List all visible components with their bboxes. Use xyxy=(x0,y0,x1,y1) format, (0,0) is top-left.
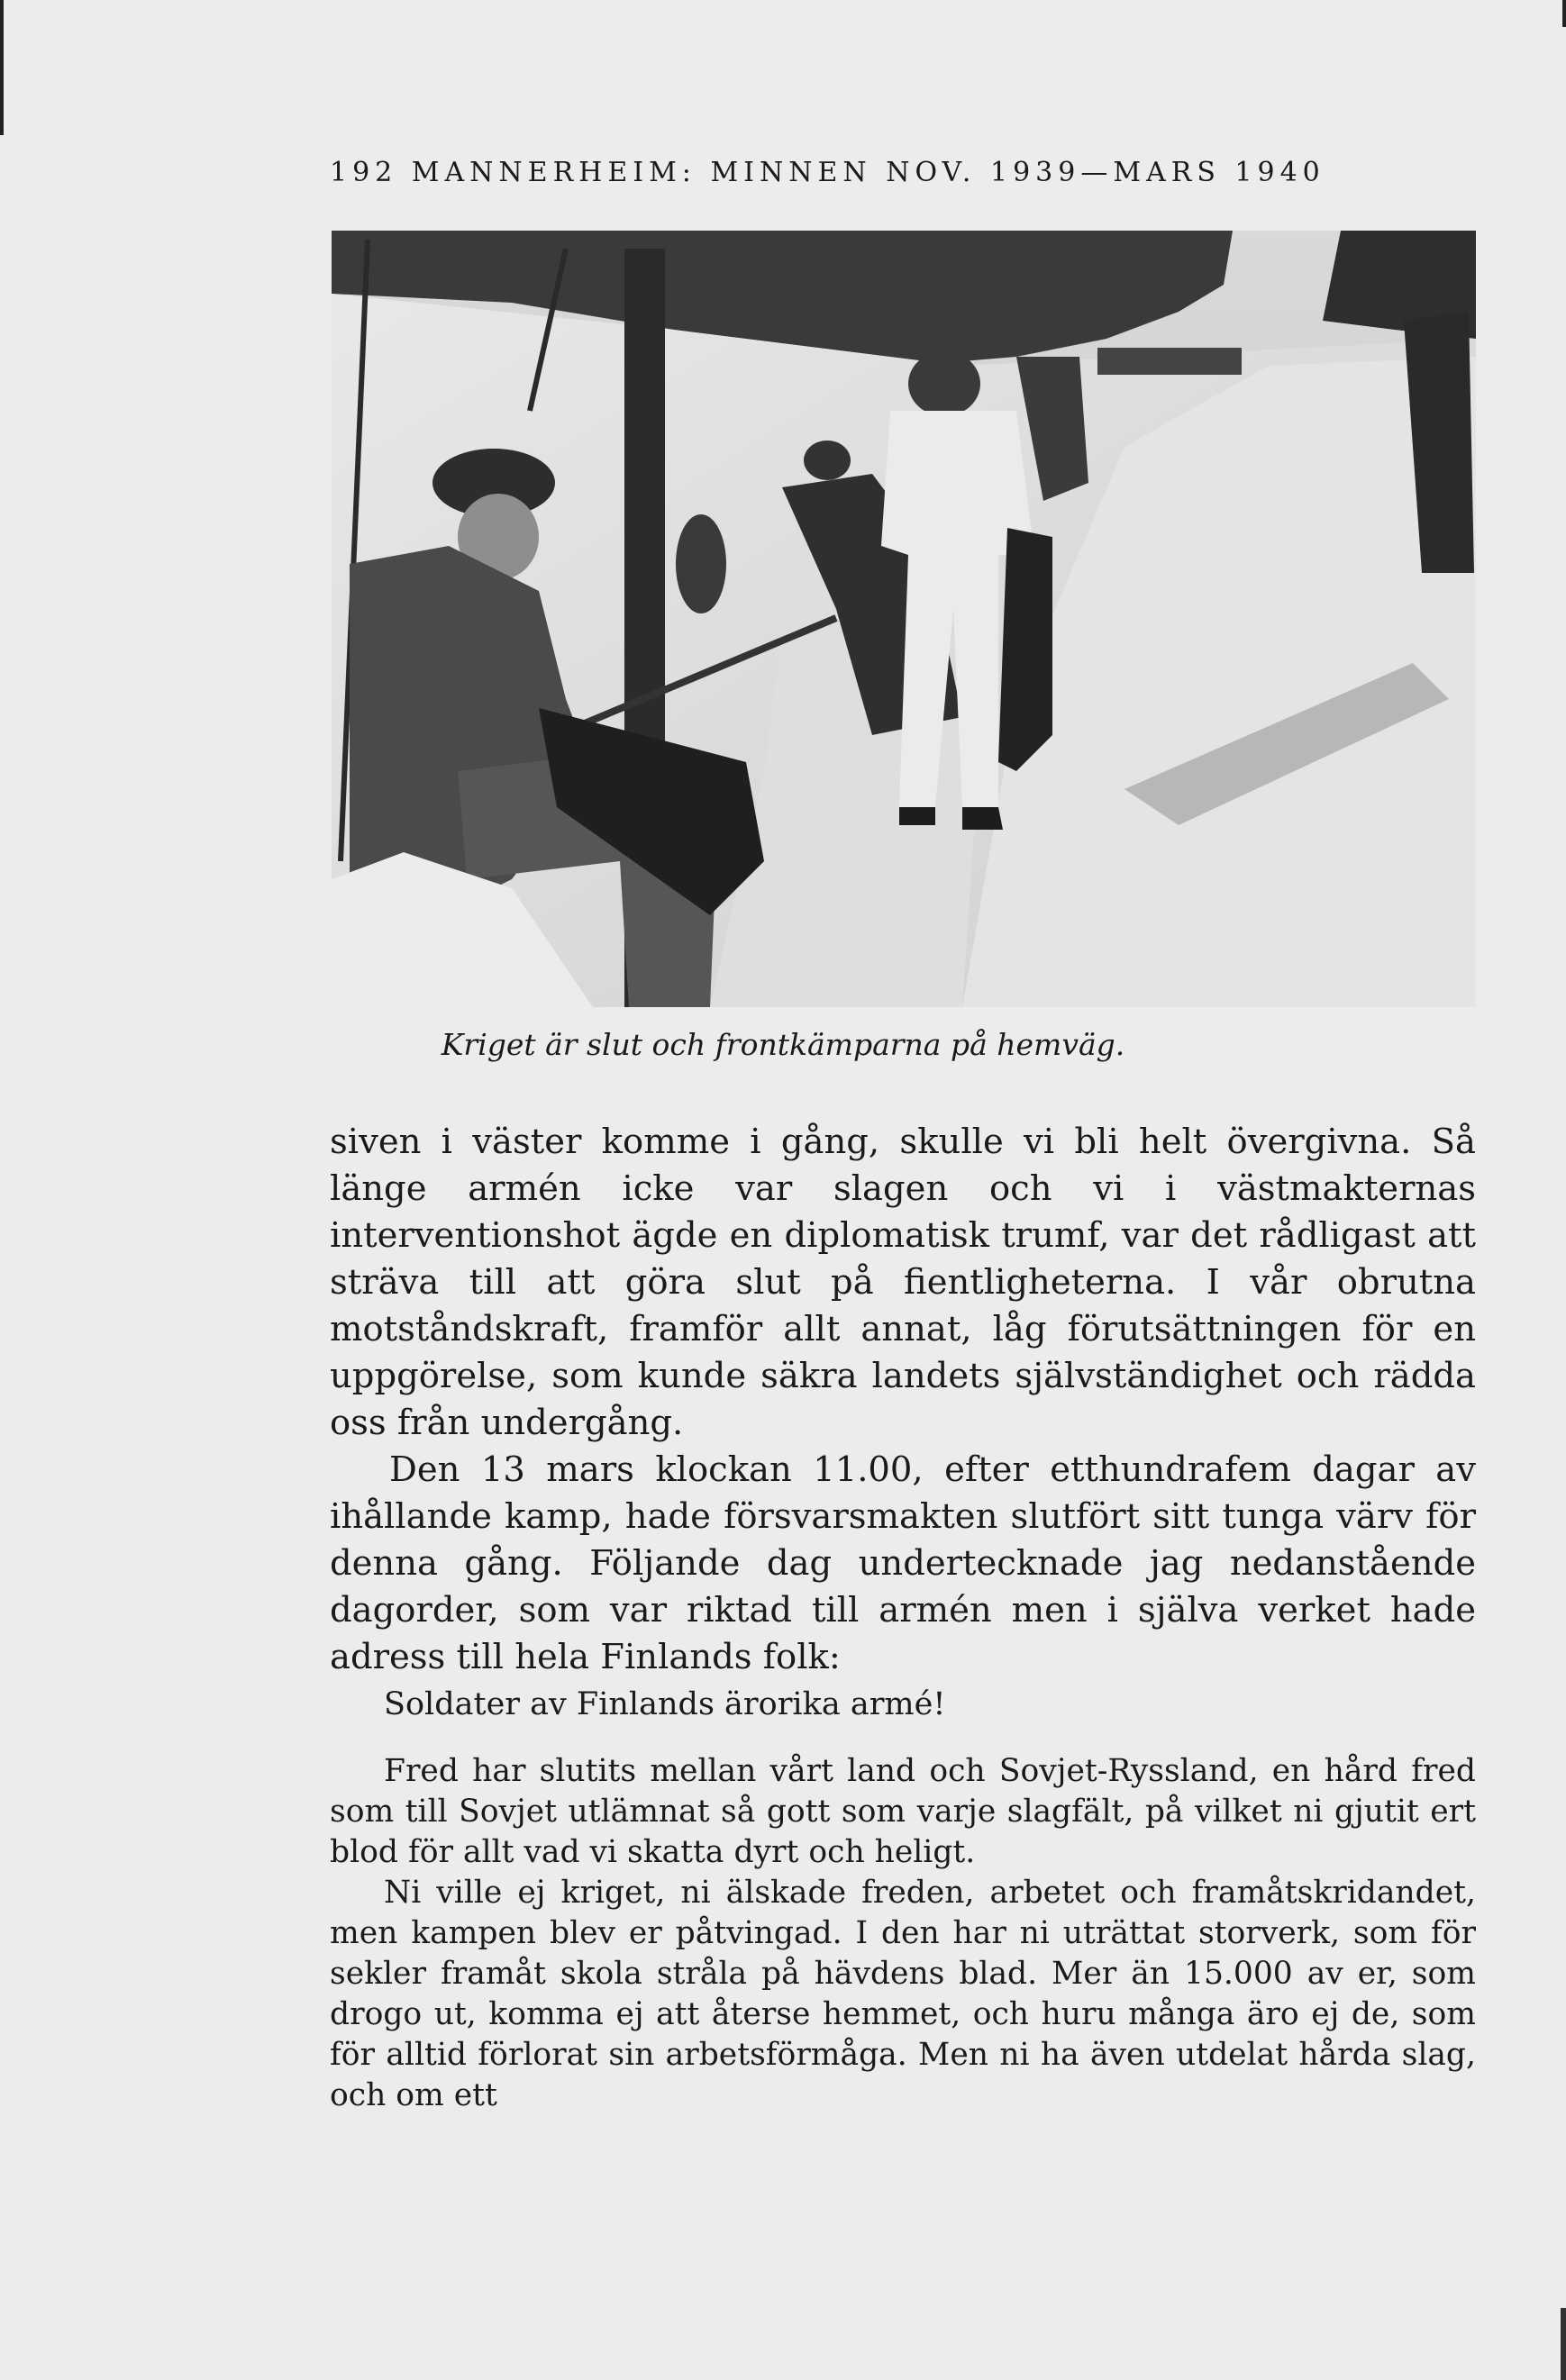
photo-caption: Kriget är slut och frontkämparna på hemväg. xyxy=(441,1027,1125,1062)
order-salutation: Soldater av Finlands ärorika armé! xyxy=(384,1686,946,1722)
walking-soldier xyxy=(998,528,1052,771)
scan-edge-right-top xyxy=(1562,0,1566,27)
sitting-soldier-head xyxy=(804,441,851,480)
order-paragraph-1: Fred har slutits mellan vårt land och Sovjet-Ryssland, en hård fred som till Sovjet utlämnat så gott som varje slagfält, på vilket ni gjutit ert blod för allt vad vi skatta dyrt och heligt. xyxy=(330,1753,1476,1870)
running-head: 192 MANNERHEIM: MINNEN NOV. 1939—MARS 1940 xyxy=(330,157,1325,188)
photo xyxy=(332,231,1476,1007)
soldiers-distance-2 xyxy=(1097,348,1242,375)
backpack xyxy=(676,514,726,613)
scan-edge-right-bottom xyxy=(1561,2308,1566,2380)
paragraph-2: Den 13 mars klockan 11.00, efter etthundrafem dagar av ihållande kamp, hade försvarsmakten slutfört sitt tunga värv för denna gång. Följande dag undertecknade jag nedanstående dagorder, som var riktad till armén men i själva verket hade adress till hela Finlands folk: xyxy=(330,1449,1476,1677)
scan-edge-left xyxy=(0,0,4,135)
order-text xyxy=(330,1751,1476,2116)
main-text xyxy=(330,1119,1476,1681)
paragraph-1: siven i väster komme i gång, skulle vi bli helt övergivna. Så länge armén icke var slagen och vi i västmakternas interventionshot ägde en diplomatisk trumf, var det rådligast att sträva till att göra slut på fientligheterna. I vår obrutna motståndskraft, framför allt annat, låg förutsättningen för en uppgörelse, som kunde säkra landets självständighet och rädda oss från undergång. xyxy=(330,1122,1476,1443)
order-paragraph-2: Ni ville ej kriget, ni älskade freden, arbetet och framåtskridandet, men kampen blev er påtvingad. I den har ni uträttat storverk, som för sekler framåt skola stråla på hävdens blad. Mer än 15.000 av er, som drogo ut, komma ej att återse hemmet, och huru många äro ej de, som för alltid förlorat sin arbetsförmåga. Men ni ha även utdelat hårda slag, och om ett xyxy=(330,1875,1476,2113)
photo-illustration xyxy=(332,231,1476,1007)
white-suit-head xyxy=(908,351,980,416)
